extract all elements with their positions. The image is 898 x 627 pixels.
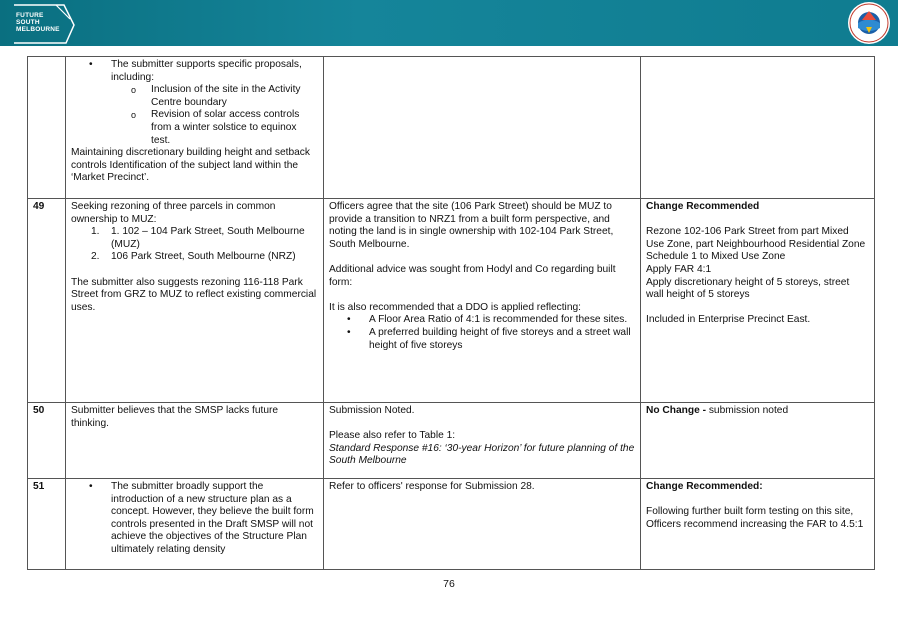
paragraph: Submission Noted.	[329, 405, 415, 416]
table-row	[28, 403, 875, 479]
page-number: 76	[443, 578, 455, 590]
logo-line-1: FUTURE	[16, 12, 44, 19]
paragraph: Rezone 102-106 Park Street from part Mixed Use Zone, part Neighbourhood Residential Zone Schedule 1 to Mixed Use Zone	[646, 226, 866, 263]
list-item: • A preferred building height of five storeys and a street wall height of five storeys	[347, 326, 631, 351]
paragraph: Included in Enterprise Precinct East.	[646, 314, 811, 326]
paragraph: The submitter also suggests rezoning 116-118 Park Street from GRZ to MUZ to reflect existing commercial uses.	[71, 276, 317, 313]
recommendation: No Change - submission noted	[641, 403, 875, 479]
officer-response	[324, 199, 641, 403]
logo-line-2: SOUTH	[16, 19, 40, 26]
paragraph: Refer to officers' response for Submission 28.	[329, 481, 535, 492]
paragraph: Please also refer to Table 1:	[329, 430, 456, 442]
bullet-icon: •	[89, 481, 93, 492]
circle-bullet-icon: o	[131, 110, 137, 121]
paragraph: It is also recommended that a DDO is applied reflecting:	[329, 301, 581, 313]
recommendation	[641, 57, 875, 199]
list-item: 2. 106 Park Street, South Melbourne (NRZ)	[91, 251, 296, 263]
submission-summary	[66, 199, 324, 403]
submission-summary	[66, 479, 324, 570]
submission-summary	[66, 57, 324, 199]
submissions-table	[27, 56, 874, 570]
list-item: 1. 1. 102 – 104 Park Street, South Melbourne (MUZ)	[91, 226, 305, 250]
submission-number: 49	[28, 199, 66, 403]
list-item: o Inclusion of the site in the Activity Centre boundary	[131, 84, 301, 108]
city-of-port-phillip-seal	[848, 2, 890, 44]
future-south-melbourne-logo	[8, 3, 80, 43]
recommendation-heading: No Change -	[646, 405, 706, 416]
list-item: • A Floor Area Ratio of 4:1 is recommended for these sites.	[347, 314, 628, 326]
paragraph: Maintaining discretionary building height and setback controls Identification of the subject land within the ‘Market Precinct’.	[71, 147, 310, 184]
paragraph: Apply FAR 4:1	[646, 263, 712, 275]
paragraph: Additional advice was sought from Hodyl and Co regarding built form:	[329, 263, 616, 288]
paragraph: Seeking rezoning of three parcels in common ownership to MUZ:	[71, 201, 276, 225]
page-header-banner	[0, 0, 898, 46]
officer-response	[324, 403, 641, 479]
logo-line-3: MELBOURNE	[16, 26, 60, 33]
submission-number: 51	[28, 479, 66, 570]
recommendation	[641, 479, 875, 570]
list-item: • The submitter broadly support the introduction of a new structure plan as a concept. However, they believe the built form controls presented in the Draft SMSP will not achieve the objectives of the Structure Plan ultimately relating density	[89, 481, 314, 555]
bullet-icon: •	[347, 314, 351, 326]
paragraph: Officers agree that the site (106 Park Street) should be MUZ to provide a transition to NRZ1 from a built form perspective, and noting the land is in single ownership with 102-104 Park Street, South Melbourne.	[329, 201, 614, 250]
recommendation-heading: Change Recommended	[646, 201, 760, 212]
recommendation	[641, 199, 875, 403]
officer-response	[324, 57, 641, 199]
table-row	[28, 57, 875, 199]
list-item: • The submitter supports specific proposals, including:	[89, 59, 302, 83]
submission-summary	[66, 403, 324, 479]
circle-bullet-icon: o	[131, 85, 137, 96]
paragraph: Submitter believes that the SMSP lacks future thinking.	[71, 405, 279, 429]
submission-number	[28, 57, 66, 199]
bullet-icon: •	[89, 59, 93, 70]
port-phillip-emblem-icon	[848, 2, 890, 44]
officer-response	[324, 479, 641, 570]
paragraph: Following further built form testing on this site, Officers recommend increasing the FAR to 4.5:1	[646, 506, 864, 530]
standard-response-reference: Standard Response #16: ‘30-year Horizon’ for future planning of the South Melbourne	[329, 442, 635, 467]
bullet-icon: •	[347, 326, 351, 338]
submission-number: 50	[28, 403, 66, 479]
recommendation-heading: Change Recommended:	[646, 481, 763, 492]
paragraph: Apply discretionary height of 5 storeys, street wall height of 5 storeys	[646, 276, 850, 301]
table-row	[28, 479, 875, 570]
table-row	[28, 199, 875, 403]
list-item: o Revision of solar access controls from a winter solstice to equinox test.	[131, 109, 300, 146]
